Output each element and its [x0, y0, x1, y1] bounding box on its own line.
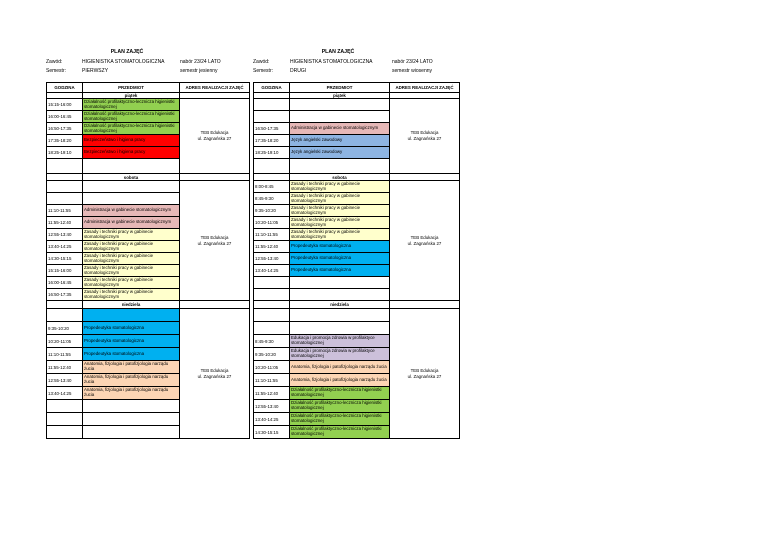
time-cell: 15:15-16:00: [47, 265, 83, 277]
semestr-type: semestr wiosenny: [392, 68, 433, 74]
time-cell: 12:55-13:40: [254, 253, 290, 265]
time-cell: [254, 277, 290, 289]
semestr-type: semestr jesienny: [180, 68, 218, 74]
time-cell: [47, 181, 83, 193]
subject-cell: [83, 413, 180, 426]
time-cell: 18:25-19:10: [47, 147, 83, 159]
subject-cell: [83, 181, 180, 193]
time-cell: 16:50-17:35: [47, 289, 83, 301]
semestr-label: Semestr:: [253, 68, 274, 74]
subject-cell: [290, 159, 390, 174]
address-cell: [390, 309, 460, 439]
time-cell: 14:30-15:15: [47, 253, 83, 265]
header-adres: ADRES REALIZACJI ZAJĘĆ: [390, 83, 460, 93]
time-cell: 18:25-19:10: [254, 147, 290, 159]
subject-cell: Propedeutyka stomatologiczna: [83, 335, 180, 348]
time-cell: 8:45-9:30: [254, 335, 290, 348]
address-line1: TEB Edukacja: [200, 367, 229, 373]
address-line1: TEB Edukacja: [410, 130, 439, 136]
subject-cell: Propedeutyka stomatologiczna: [290, 253, 390, 265]
subject-cell: Język angielski zawodowy: [290, 135, 390, 147]
day-label-piatek: piątek: [290, 93, 390, 99]
subject-cell: Zasady i techniki pracy w gabinecie stomatologicznym: [83, 253, 180, 265]
subject-cell: Anatomia, fizjologia i patofizjologia narządu żucia: [83, 374, 180, 387]
subject-cell: Zasady i techniki pracy w gabinecie stomatologicznym: [83, 265, 180, 277]
time-cell: 12:55-13:40: [47, 374, 83, 387]
subject-cell: Zasady i techniki pracy w gabinecie stomatologicznym: [290, 205, 390, 217]
time-cell: 16:00-16:45: [47, 111, 83, 123]
time-cell: 16:50-17:35: [254, 123, 290, 135]
time-cell: 11:55-12:40: [254, 241, 290, 253]
plan-title: PLAN ZAJĘĆ: [110, 49, 144, 55]
schedule-table: [253, 82, 460, 439]
time-cell: [254, 289, 290, 301]
day-label-niedziela: niedziela: [83, 301, 180, 309]
time-cell: 11:10-11:55: [254, 229, 290, 241]
address-line1: TEB Edukacja: [200, 234, 229, 240]
address-line2: ul. Zagnańska 27: [197, 240, 232, 246]
time-cell: [47, 159, 83, 174]
subject-cell: Propedeutyka stomatologiczna: [290, 265, 390, 277]
address-line2: ul. Zagnańska 27: [407, 373, 442, 379]
day-label-sobota: sobota: [83, 174, 180, 181]
zawod-value: HIGIENISTKA STOMATOLOGICZNA: [290, 59, 373, 65]
address-cell: [180, 309, 250, 439]
subject-cell: Zasady i techniki pracy w gabinecie stomatologicznym: [290, 193, 390, 205]
subject-cell: Bezpieczeństwo i higiena pracy: [83, 147, 180, 159]
time-cell: 11:10-11:55: [254, 374, 290, 387]
time-cell: 16:00-16:45: [47, 277, 83, 289]
subject-cell: Działalność profilaktyczno-lecznicza higienistki stomatologicznej: [290, 400, 390, 413]
subject-cell: Bezpieczeństwo i higiena pracy: [83, 135, 180, 147]
time-cell: 10:20-11:05: [254, 361, 290, 374]
time-cell: 9:35-10:20: [47, 322, 83, 335]
subject-cell: Zasady i techniki pracy w gabinecie stomatologicznym: [83, 277, 180, 289]
semestr-value: DRUGI: [290, 68, 307, 74]
time-cell: 11:55-12:40: [254, 387, 290, 400]
subject-cell: Administracja w gabinecie stomatologicznym: [83, 217, 180, 229]
subject-cell: [290, 289, 390, 301]
address-line2: ul. Zagnańska 27: [197, 373, 232, 379]
subject-cell: Propedeutyka stomatologiczna: [83, 348, 180, 361]
subject-cell: Edukacja i promocja zdrowia w profilaktyce stomatologicznej: [290, 348, 390, 361]
header-przedmiot: PRZEDMIOT: [83, 83, 180, 93]
header-przedmiot: PRZEDMIOT: [290, 83, 390, 93]
subject-cell: Zasady i techniki pracy w gabinecie stomatologicznym: [83, 241, 180, 253]
subject-cell: [290, 99, 390, 111]
time-cell: 9:35-10:20: [254, 348, 290, 361]
zawod-label: Zawód:: [253, 59, 270, 65]
time-cell: 9:35-10:20: [254, 205, 290, 217]
time-cell: [254, 111, 290, 123]
subject-cell: Administracja w gabinecie stomatologicznym: [290, 123, 390, 135]
time-cell: 10:20-11:05: [47, 335, 83, 348]
address-cell: [390, 99, 460, 174]
subject-cell: Anatomia, fizjologia i patofizjologia narządu żucia: [83, 387, 180, 400]
time-cell: 13:40-14:25: [254, 413, 290, 426]
nabor: nabór 23/24 LATO: [180, 59, 221, 65]
subject-cell: Zasady i techniki pracy w gabinecie stomatologicznym: [290, 217, 390, 229]
subject-cell: Działalność profilaktyczno-lecznicza higienistki stomatologicznej: [290, 413, 390, 426]
time-cell: 10:20-11:05: [254, 217, 290, 229]
zawod-label: Zawód:: [46, 59, 63, 65]
subject-cell: Administracja w gabinecie stomatologicznym: [83, 205, 180, 217]
subject-cell: Anatomia, fizjologia i patofizjologia narządu żucia: [83, 361, 180, 374]
header-adres: ADRES REALIZACJI ZAJĘĆ: [180, 83, 250, 93]
header-godzina: GODZINA: [254, 83, 290, 93]
time-cell: 8:00-8:45: [254, 181, 290, 193]
day-label-sobota: sobota: [290, 174, 390, 181]
time-cell: [47, 426, 83, 439]
time-cell: [47, 400, 83, 413]
subject-cell: Anatomia, fizjologia i patofizjologia narządu żucia: [290, 374, 390, 387]
address-line2: ul. Zagnańska 27: [197, 136, 232, 141]
time-cell: 11:55-12:40: [47, 217, 83, 229]
day-label-niedziela: niedziela: [290, 301, 390, 309]
time-cell: 17:35-18:20: [254, 135, 290, 147]
header-godzina: GODZINA: [47, 83, 83, 93]
schedule-table: [46, 82, 250, 439]
time-cell: [254, 99, 290, 111]
nabor: nabór 23/24 LATO: [392, 59, 433, 65]
time-cell: [47, 413, 83, 426]
subject-cell: Działalność profilaktyczno-lecznicza higienistki stomatologicznej: [290, 387, 390, 400]
subject-cell: Zasady i techniki pracy w gabinecie stomatologicznym: [290, 229, 390, 241]
address-line2: ul. Zagnańska 27: [407, 136, 442, 141]
subject-cell: Edukacja i promocja zdrowia w profilaktyce stomatologicznej: [290, 335, 390, 348]
time-cell: 16:50-17:35: [47, 123, 83, 135]
address-cell: [180, 181, 250, 301]
address-cell: [180, 99, 250, 174]
subject-cell: Zasady i techniki pracy w gabinecie stomatologicznym: [83, 289, 180, 301]
subject-cell: Działalność profilaktyczno-lecznicza higienistki stomatologicznej: [83, 99, 180, 111]
time-cell: 15:15-16:00: [47, 99, 83, 111]
time-cell: 13:40-14:25: [47, 241, 83, 253]
time-cell: 11:55-12:40: [47, 361, 83, 374]
subject-cell: Zasady i techniki pracy w gabinecie stomatologicznym: [83, 229, 180, 241]
subject-cell: [290, 277, 390, 289]
time-cell: [47, 309, 83, 322]
address-cell: [390, 181, 460, 301]
address-line1: TEB Edukacja: [410, 234, 439, 240]
subject-cell: [290, 111, 390, 123]
time-cell: [47, 193, 83, 205]
subject-cell: [83, 309, 180, 322]
subject-cell: Zasady i techniki pracy w gabinecie stomatologicznym: [290, 181, 390, 193]
subject-cell: [290, 322, 390, 335]
day-label-piatek: piątek: [83, 93, 180, 99]
subject-cell: Działalność profilaktyczno-lecznicza higienistki stomatologicznej: [83, 123, 180, 135]
time-cell: 11:10-11:55: [47, 205, 83, 217]
time-cell: 13:40-14:25: [47, 387, 83, 400]
address-line2: ul. Zagnańska 27: [407, 240, 442, 246]
time-cell: [254, 309, 290, 322]
subject-cell: Propedeutyka stomatologiczna: [290, 241, 390, 253]
subject-cell: [83, 159, 180, 174]
subject-cell: Działalność profilaktyczno-lecznicza higienistki stomatologicznej: [290, 426, 390, 439]
plan-title: PLAN ZAJĘĆ: [321, 49, 355, 55]
address-line1: TEB Edukacja: [200, 130, 229, 136]
subject-cell: [290, 309, 390, 322]
time-cell: 12:55-13:40: [254, 400, 290, 413]
time-cell: 14:30-15:15: [254, 426, 290, 439]
time-cell: 17:35-18:20: [47, 135, 83, 147]
time-cell: [254, 159, 290, 174]
subject-cell: Język angielski zawodowy: [290, 147, 390, 159]
subject-cell: [83, 426, 180, 439]
address-line1: TEB Edukacja: [410, 367, 439, 373]
subject-cell: Propedeutyka stomatologiczna: [83, 322, 180, 335]
subject-cell: [83, 400, 180, 413]
semestr-label: Semestr:: [46, 68, 67, 74]
subject-cell: Anatomia, fizjologia i patofizjologia narządu żucia: [290, 361, 390, 374]
time-cell: 12:55-13:40: [47, 229, 83, 241]
subject-cell: Działalność profilaktyczno-lecznicza higienistki stomatologicznej: [83, 111, 180, 123]
time-cell: 8:45-9:30: [254, 193, 290, 205]
time-cell: 13:40-14:25: [254, 265, 290, 277]
subject-cell: [83, 193, 180, 205]
zawod-value: HIGIENISTKA STOMATOLOGICZNA: [82, 59, 165, 65]
time-cell: [254, 322, 290, 335]
semestr-value: PIERWSZY: [82, 68, 109, 74]
time-cell: 11:10-11:55: [47, 348, 83, 361]
